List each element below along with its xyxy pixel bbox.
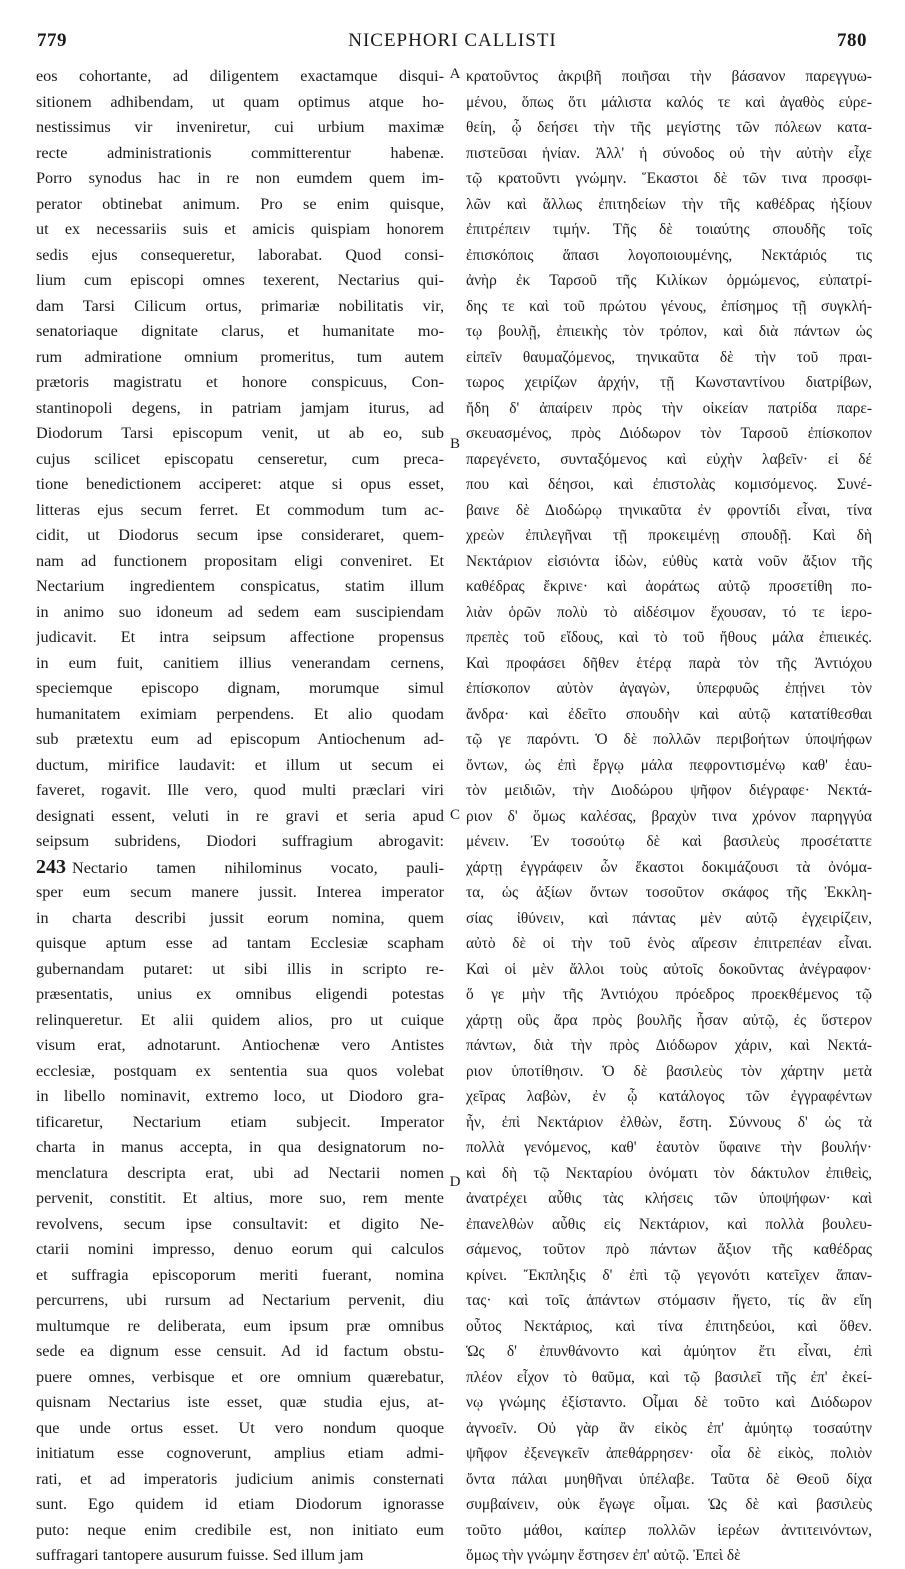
text-line-content: nam ad functionem propositam eligi conveniret. Et — [36, 551, 444, 570]
text-line — [36, 192, 444, 218]
text-line — [36, 523, 444, 549]
text-line-content: stantinopoli degens, in patriam jamjam iturus, ad — [36, 398, 444, 417]
text-line — [466, 447, 872, 473]
text-line — [466, 727, 872, 753]
text-line — [36, 1416, 444, 1442]
text-line-content: ὄντα πάλαι μυηθῆναι ὑπέλαβε. Ταῦτα δὲ Θεοῦ δίχα — [466, 1470, 872, 1488]
text-line — [36, 498, 444, 524]
text-line-content: μένου, ὅπως ὅτι μάλιστα καλός τε καὶ ἀγαθὸς εὑρε- — [466, 93, 872, 111]
text-line-content: quisnam Nectarius iste esset, quæ studia ejus, at- — [36, 1393, 444, 1411]
text-line — [466, 421, 872, 447]
text-line-content: eos cohortante, ad diligentem exactamque disqui- — [36, 67, 444, 85]
text-line-content: πιστεῦσαι ἡνίαν. Ἀλλ' ἡ σύνοδος οὐ τὴν αὐτὴν εἶχε — [466, 144, 872, 162]
text-line-content: judicavit. Et intra seipsum affectione propensus — [36, 628, 444, 646]
text-line — [36, 421, 444, 447]
text-line — [36, 957, 444, 983]
text-line — [466, 1135, 872, 1161]
text-line-content: perator obtinebat animum. Pro se enim quisque, — [36, 194, 444, 213]
text-line — [36, 778, 444, 804]
text-line-content: rati, et ad imperatoris judicium animis consternati — [36, 1469, 444, 1488]
text-line-content: seipsum subridens, Diodori suffragium abrogavit: — [36, 832, 444, 850]
text-line-content: τῷ κρατοῦντι γνώμην. Ἕκαστοι δὲ τῶν τινα προσφι- — [466, 170, 872, 187]
text-line-content: οὗτος Νεκτάριος, καὶ τίνα ἐπιτηδεύοι, καὶ ὅθεν. — [466, 1317, 872, 1335]
text-line-content: βαινε δὲ Διοδώρῳ τηνικαῦτα ἐν φροντίδι εἶναι, τίνα — [466, 501, 872, 519]
text-line — [36, 1084, 444, 1110]
text-line — [466, 1288, 872, 1314]
text-line — [36, 1492, 444, 1518]
text-line-content: Diodorum Tarsi episcopum venit, ut ab eo, sub — [36, 424, 444, 442]
text-line-content: Ὡς δ' ἐπυνθάνοντο καὶ ἀμύητον ἔτι εἶναι, ἐπὶ — [466, 1343, 872, 1360]
text-line — [466, 574, 872, 600]
text-line — [466, 396, 872, 422]
text-line-content: quisque aptum esse ad tantam Ecclesiæ scapham — [36, 934, 444, 952]
text-line-content: Nectario tamen nihilominus vocato, pauli- — [72, 858, 444, 877]
text-line-content: ἀνὴρ ἐκ Ταρσοῦ τῆς Κιλίκων ὁρμώμενος, εὐπατρί- — [466, 272, 872, 289]
text-line-content: ὅ γε μὴν τῆς Ἀντιόχου πρόεδρος προεκθέμενος τῷ — [466, 986, 872, 1003]
text-line-content: ριον δ' ὅμως καλέσας, βραχὺν τινα χρόνον παρηγγύα — [466, 807, 872, 825]
text-line-content: λῶν καὶ ἄλλως ἐπιτηδείων τὴν τῆς καθέδρας ἠξίουν — [466, 195, 872, 213]
text-line — [36, 1314, 444, 1340]
text-line-content: sper eum secum manere jussit. Interea imperator — [36, 883, 444, 901]
text-line-content: humanitatem eximiam perpendens. Et alio quodam — [36, 704, 444, 723]
text-line — [36, 370, 444, 396]
text-line — [466, 880, 872, 906]
text-line — [466, 1059, 872, 1085]
text-line-content: τωρος χειρίζων ἀρχήν, τῇ Κωνσταντίνου διατρίβων, — [466, 374, 872, 391]
text-line — [36, 906, 444, 932]
text-line-content: τα, ὡς ἀξίων ὄντων τοσοῦτον σκάφος τῆς Ἐκκλη- — [466, 884, 872, 901]
text-line — [466, 1161, 872, 1187]
text-line — [466, 1008, 872, 1034]
text-line-content: speciemque episcopo dignam, morumque simul — [36, 679, 444, 697]
text-line-content: ἦν, ἐπὶ Νεκτάριον ἐλθὼν, ἔστη. Σύννους δ' ὡς τὰ — [466, 1113, 872, 1131]
text-line — [466, 1314, 872, 1340]
text-line — [36, 1543, 444, 1569]
text-line-content: cidit, ut Diodorus secum ipse consideraret, quem- — [36, 526, 444, 544]
text-line — [36, 1441, 444, 1467]
text-line — [466, 217, 872, 243]
text-line-content: ecclesiæ, postquam ex sententia sua quos volebat — [36, 1061, 444, 1080]
text-line — [36, 804, 444, 830]
text-line-content: σίας ἰθύνειν, καὶ πάντας μὲν αὐτῷ ἐγχειρίζειν, — [466, 909, 872, 927]
text-line — [466, 1339, 872, 1365]
text-line — [466, 1237, 872, 1263]
text-line-content: revolvens, secum ipse consultavit: et digito Ne- — [36, 1214, 444, 1233]
text-line-content: recte administrationis committerentur habenæ. — [36, 143, 444, 162]
text-line — [36, 1467, 444, 1493]
text-line-content: puto: neque enim credibile est, non initiato eum — [36, 1520, 444, 1539]
text-line-content: τας· καὶ τοῖς ἁπάντων στόμασιν ἤγετο, τίς ἂν εἴη — [466, 1292, 872, 1309]
text-line — [466, 957, 872, 983]
text-line — [466, 472, 872, 498]
text-line — [466, 345, 872, 371]
text-line — [466, 523, 872, 549]
margin-marker-d: D — [449, 1174, 461, 1190]
text-line — [36, 1518, 444, 1544]
text-line-content: σάμενος, τοῦτον πρὸ πάντων ἄξιον τῆς καθέδρας — [466, 1241, 872, 1258]
text-line — [36, 1390, 444, 1416]
text-line-content: παρεγένετο, συνταξόμενος καὶ εὐχὴν λαβεῖν· εἰ δέ — [466, 450, 872, 468]
text-line-content: multumque re deliberata, eum ipsum præ omnibus — [36, 1316, 444, 1335]
text-line — [36, 319, 444, 345]
text-line-content: ἐπισκόποις ἅπασι λογοποιουμένης, Νεκτάριός τις — [466, 246, 872, 264]
text-line-content: ut ex necessariis suis et amicis quispiam honorem — [36, 220, 444, 238]
text-line — [36, 141, 444, 167]
text-line — [466, 702, 872, 728]
text-line-content: puere omnes, verbisque et ore omnium quærebatur, — [36, 1367, 444, 1386]
text-line-content: sub prætextu eum ad episcopum Antiochenum ad- — [36, 730, 444, 748]
text-line-content: λιὰν ὁρῶν πολὺ τὸ αἰδέσιμον ἔχουσαν, τό τε ἱερο- — [466, 603, 872, 621]
text-line-content: τῷ γε παρόντι. Ὁ δὲ πολλῶν περιβοήτων ὑποψήφων — [466, 731, 872, 748]
text-line-content: sunt. Ego quidem id etiam Diodorum ignorasse — [36, 1495, 444, 1513]
text-line-content: ἄνδρα· καὶ ἐδεῖτο σπουδὴν καὶ αὐτῷ κατατίθεσθαι — [466, 705, 872, 723]
text-line-content: χάρτῃ οὓς ἄρα πρὸς βουλῆς ἦσαν αὐτῷ, ἐς ὕστερον — [466, 1011, 872, 1029]
text-line — [466, 1492, 872, 1518]
text-line — [36, 982, 444, 1008]
margin-marker-b: B — [449, 436, 460, 452]
text-line — [466, 1467, 872, 1493]
text-line-content: ἐπανελθὼν αὖθις εἰς Νεκτάριον, καὶ πολλὰ βουλευ- — [466, 1215, 872, 1233]
text-line — [466, 1390, 872, 1416]
text-line — [466, 982, 872, 1008]
text-line-content: εἰπεῖν θαυμαζόμενος, τηνικαῦτα δὲ τὴν τοῦ πραι- — [466, 348, 872, 366]
text-line-content: Καὶ προφάσει δῆθεν ἑτέρᾳ παρὰ τὸν τῆς Ἀντιόχου — [466, 654, 872, 672]
text-line — [466, 166, 872, 192]
text-line — [36, 1237, 444, 1263]
text-line-content: et suffragia episcoporum meriti fuerant, nomina — [36, 1265, 444, 1284]
chapter-number: 243 — [36, 855, 66, 878]
text-line — [466, 192, 872, 218]
text-line-content: πολλὰ γενόμενος, καθ' ἑαυτὸν ὕφαινε τὴν βουλήν· — [466, 1139, 872, 1156]
text-line-content: que unde ortus esset. Ut vero nondum quoque — [36, 1418, 444, 1437]
latin-column — [36, 64, 444, 1569]
text-line — [466, 1365, 872, 1391]
text-line — [36, 64, 444, 90]
text-line — [466, 115, 872, 141]
text-line-content: νῳ γνώμης ἐξίσταντο. Οἶμαι δὲ τοῦτο καὶ Διόδωρον — [466, 1394, 872, 1411]
text-line — [466, 1441, 872, 1467]
text-line-content: ὄντων, ὡς ἐπὶ ἔργῳ μάλα πεφροντισμένῳ καθ' ἑαυ- — [466, 756, 872, 774]
text-line — [466, 676, 872, 702]
text-line-content: χρεὼν ἐπιλεγῆναι τῇ προκειμένῃ σπουδῇ. Καὶ δὴ — [466, 527, 872, 544]
text-line — [466, 268, 872, 294]
text-line — [36, 166, 444, 192]
text-line-content: ἀνατρέχει αὖθις τὰς κλήσεις τῶν ὑποψήφων· καὶ — [466, 1190, 872, 1207]
text-line — [36, 1186, 444, 1212]
text-line — [36, 1135, 444, 1161]
text-line-content: litteras ejus secum ferret. Et commodum tum ac- — [36, 500, 444, 519]
text-line — [36, 625, 444, 651]
text-line-content: dam Tarsi Cilicum ortus, primariæ nobilitatis vir, — [36, 296, 444, 315]
text-line-content: visum erat, adnotarunt. Antiochenæ vero Antistes — [36, 1036, 444, 1054]
text-line — [466, 294, 872, 320]
text-line — [466, 64, 872, 90]
text-line — [466, 651, 872, 677]
text-line — [466, 243, 872, 269]
text-line-content: designati essent, veluti in re gravi et seria apud — [36, 806, 444, 825]
text-line-content: tificaretur, Nectarium etiam subjecit. Imperator — [36, 1112, 444, 1131]
text-line-content: τῳ βουλῇ, ἐπιεικὴς τὸν τρόπον, καὶ διὰ πάντων ὡς — [466, 323, 872, 340]
text-line — [36, 90, 444, 116]
text-line — [36, 676, 444, 702]
text-line — [466, 804, 872, 830]
text-line-content: Νεκτάριον εἰσιόντα ἰδὼν, εὐθὺς κατὰ νοῦν ἄξιον τῆς — [466, 552, 872, 570]
text-line — [466, 778, 872, 804]
text-line — [466, 1518, 872, 1544]
text-line — [466, 90, 872, 116]
text-line-content: ἐπιτρέπειν τιμήν. Τῆς δὲ τοιαύτης σπουδῆς τοῖς — [466, 221, 872, 238]
text-line — [466, 600, 872, 626]
text-line-content: συμβαίνειν, οὐκ ἔγωγε οἶμαι. Ὡς δὲ καὶ βασιλεὺς — [466, 1496, 872, 1513]
text-line — [466, 1543, 872, 1569]
text-line — [466, 855, 872, 881]
text-line-content: ἐπίσκοπον αὐτὸν ἀγαγὼν, ὑπερφυῶς ἐπῄνει τὸν — [466, 680, 872, 697]
text-line-content: initiatum esse cognoverunt, amplius etiam admi- — [36, 1444, 444, 1462]
text-line — [466, 1416, 872, 1442]
text-line — [36, 1059, 444, 1085]
text-line — [466, 141, 872, 167]
greek-column — [466, 64, 872, 1569]
text-line-content: rum admiratione omnium promeritus, tum autem — [36, 347, 444, 366]
text-line — [36, 1339, 444, 1365]
text-line — [36, 855, 444, 881]
text-line — [36, 396, 444, 422]
text-line — [36, 1110, 444, 1136]
text-line — [36, 829, 444, 855]
text-line-content: lium cum episcopi omnes texerent, Nectarius qui- — [36, 271, 444, 289]
text-line-content: χεῖρας λαβὼν, ἐν ᾧ κατάλογος τῶν ἐγγραφέντων — [466, 1088, 872, 1105]
text-line — [466, 753, 872, 779]
text-line — [36, 651, 444, 677]
text-line — [466, 370, 872, 396]
text-line-content: in charta describi jussit eorum nomina, quem — [36, 908, 444, 927]
text-line-content: menclatura descripta erat, ubi ad Nectarii nomen — [36, 1163, 444, 1182]
text-line — [466, 931, 872, 957]
text-line — [466, 906, 872, 932]
text-line-content: nestissimus vir inveniretur, cui urbium maximæ — [36, 118, 444, 136]
text-line-content: senatoriaque dignitate clarus, et humanitate mo- — [36, 322, 444, 340]
text-line — [466, 498, 872, 524]
text-line-content: sitionem adhibendam, ut quam optimus atque ho- — [36, 92, 444, 111]
text-line-content: δης τε καὶ τοῦ πρώτου γένους, ἐπίσημος τῇ συγκλή- — [466, 297, 872, 315]
text-line-content: ἀγνοεῖν. Οὐ γὰρ ἂν εἰκὸς ἐπ' ἀμύητῳ τοσαύτην — [466, 1419, 872, 1437]
text-line — [466, 1263, 872, 1289]
text-line-content: tione benedictionem acciperet: atque si opus esset, — [36, 475, 444, 493]
text-line-content: πάντων, διὰ τὴν πρὸς Διόδωρον χάριν, καὶ Νεκτά- — [466, 1037, 872, 1054]
text-line-content: Porro synodus hac in re non eumdem quem im- — [36, 169, 444, 187]
text-line — [36, 1033, 444, 1059]
text-line-content: σκευασμένος, πρὸς Διόδωρον τὸν Ταρσοῦ ἐπίσκοπον — [466, 425, 872, 442]
text-line-content: τοῦτο μάθοι, καίπερ πολλῶν ἱερέων ἀντιτεινόντων, — [466, 1521, 872, 1539]
text-line-content: κρίνει. Ἔκπληξις δ' ἐπὶ τῷ γεγονότι κατεῖχεν ἅπαν- — [466, 1266, 872, 1284]
page-number-right: 780 — [837, 30, 867, 51]
text-line-content: ριον ὑποτίθησιν. Ὁ δὲ βασιλεὺς τὸν χάρτην μετὰ — [466, 1062, 872, 1080]
text-line — [36, 217, 444, 243]
text-line — [36, 600, 444, 626]
margin-marker-a: A — [449, 66, 461, 82]
text-line-content: faveret, rogavit. Ille vero, quod multi præclari viri — [36, 781, 444, 799]
margin-marker-c: C — [449, 807, 460, 823]
text-line-content: charta in manus accepta, in qua designatorum no- — [36, 1138, 444, 1156]
text-line-content: μένειν. Ἐν τοσούτῳ δὲ καὶ βασιλεὺς προσέταττε — [466, 833, 872, 850]
text-line-content: που καὶ δέησοι, καὶ ἐπιστολὰς κομισόμενος. Συνέ- — [466, 476, 872, 493]
text-line — [36, 115, 444, 141]
text-line-content: sedis ejus consequeretur, laborabat. Quod consi- — [36, 245, 444, 264]
text-line — [36, 1212, 444, 1238]
text-line-content: in eum fuit, canitiem illius venerandam cernens, — [36, 653, 444, 672]
text-line-content: prætoris magistratu et honore conspicuus, Con- — [36, 373, 444, 391]
text-line — [466, 1212, 872, 1238]
text-line — [36, 753, 444, 779]
text-line-content: in animo suo idoneum ad sedem eam suscipiendam — [36, 602, 444, 621]
text-line — [36, 472, 444, 498]
text-line — [36, 549, 444, 575]
text-line-content: Καὶ οἱ μὲν ἄλλοι τοὺς αὐτοῖς δοκοῦντας ἀνέγραφον· — [466, 960, 872, 978]
text-line — [36, 1161, 444, 1187]
text-line — [36, 243, 444, 269]
text-line — [466, 1110, 872, 1136]
text-line — [466, 829, 872, 855]
text-line — [36, 880, 444, 906]
text-line — [36, 345, 444, 371]
text-line — [466, 549, 872, 575]
text-line-content: αὐτὸ δὲ οἱ τὴν τοῦ ἑνὸς αἵρεσιν ἐπιτρεπέαν εἶναι. — [466, 935, 872, 952]
text-line — [36, 931, 444, 957]
text-line — [466, 1084, 872, 1110]
text-line-content: ὅμως τὴν γνώμην ἔστησεν ἐπ' αὐτῷ. Ἐπεὶ δὲ — [466, 1547, 741, 1564]
text-line — [36, 1288, 444, 1314]
text-line-content: cujus scilicet episcopatu censeretur, cum preca- — [36, 449, 444, 468]
text-line — [466, 1033, 872, 1059]
text-line — [36, 1008, 444, 1034]
text-line — [36, 574, 444, 600]
text-line-content: ctarii nomini impresso, denuo eorum qui calculos — [36, 1240, 444, 1258]
text-line-content: percurrens, ubi rursum ad Nectarium pervenit, diu — [36, 1291, 444, 1309]
text-line — [466, 625, 872, 651]
text-line-content: sede ea dignum esse censuit. Ad id factum obstu- — [36, 1342, 444, 1360]
text-line-content: in libello nominavit, extremo loco, ut Diodoro gra- — [36, 1087, 444, 1105]
text-line-content: præsentatis, unius ex omnibus eligendi potestas — [36, 985, 444, 1003]
text-line-content: ψῆφον ἐξενεγκεῖν ἀπεθάρρησεν· οἷα δὲ εἰκὸς, πολιὸν — [466, 1445, 872, 1462]
text-line-content: καθέδρας ἔκρινε· καὶ ἀοράτως αὐτῷ προσετίθη πο- — [466, 578, 872, 595]
page-number-left: 779 — [37, 30, 67, 51]
text-line-content: πλέον εἶχον τὸ θαῦμα, καὶ τῷ βασιλεῖ τῆς ἐπ' ἐκεί- — [466, 1368, 872, 1386]
page-header — [0, 30, 905, 60]
text-line-content: relinqueretur. Et alii quidem alios, pro ut cuique — [36, 1010, 444, 1029]
text-line — [36, 268, 444, 294]
text-line-content: gubernandam putaret: ut sibi illis in scripto re- — [36, 959, 444, 978]
text-line — [36, 447, 444, 473]
text-line-content: ἤδη δ' ἀπαίρειν πρὸς τὴν οἰκείαν πατρίδα παρε- — [466, 399, 872, 417]
text-line-content: pervenit, constitit. Et altius, more suo, rem mente — [36, 1189, 444, 1207]
text-line-content: τὸν μειδιῶν, τὴν Διοδώρου ψῆφον διέγραφε· Νεκτά- — [466, 782, 872, 799]
text-line-content: πρεπὲς τοῦ εἴδους, καὶ τὸ τοῦ ἤθους μάλα ἐπιεικές. — [466, 629, 872, 646]
text-line-content: suffragari tantopere ausurum fuisse. Sed illum jam — [36, 1546, 364, 1564]
text-line — [36, 702, 444, 728]
text-line — [36, 727, 444, 753]
text-line-content: χάρτῃ ἐγγράφειν ὧν ἕκαστοι δοκιμάζουσι τὰ ὀνόμα- — [466, 858, 872, 876]
text-line-content: θείη, ᾧ δεήσει τὴν τῆς μεγίστης τῶν πόλεων κατα- — [466, 119, 872, 136]
running-title: NICEPHORI CALLISTI — [348, 30, 557, 51]
text-line-content: ductum, mirifice laudavit: et illum ut secum ei — [36, 755, 444, 774]
text-line-content: κρατοῦντος ἀκριβῆ ποιῆσαι τὴν βάσανον παρεγγυω- — [466, 68, 872, 85]
text-line — [466, 1186, 872, 1212]
text-line — [36, 1263, 444, 1289]
text-line — [36, 1365, 444, 1391]
text-line-content: Nectarium ingredientem conspicatus, statim illum — [36, 577, 444, 595]
text-line — [466, 319, 872, 345]
text-line-content: καὶ δὴ τῷ Νεκταρίου ὀνόματι τὸν δάκτυλον ἐπιθεὶς, — [466, 1164, 872, 1182]
text-line — [36, 294, 444, 320]
